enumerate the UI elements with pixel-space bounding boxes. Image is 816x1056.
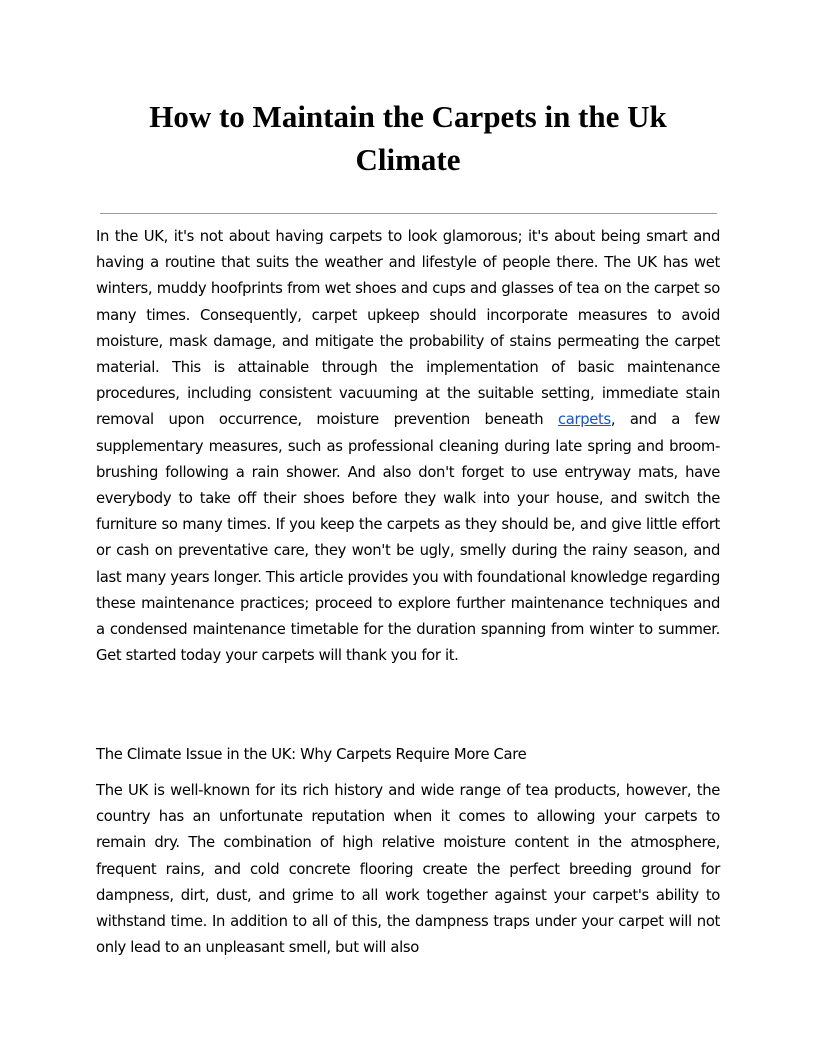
page-title: How to Maintain the Carpets in the Uk Climate (149, 99, 667, 177)
intro-text-before-link: In the UK, it's not about having carpets to look glamorous; it's about being smart and having a routine that suits the weather and lifestyle of people there. The UK has wet winters, muddy hoofprints from wet shoes and cups and glasses of tea on the carpet so many times. Consequently, carpet upkeep should incorporate measures to avoid moisture, mask damage, and mitigate the probability of stains permeating the carpet material. This is attainable through the implementation of basic maintenance procedures, including consistent vacuuming at the suitable setting, immediate stain removal upon occurrence, moisture prevention beneath (96, 228, 720, 429)
section-paragraph: The UK is well-known for its rich history and wide range of tea products, however, the country has an unfortunate reputation when it comes to allowing your carpets to remain dry. The combination of high relative moisture content in the atmosphere, frequent rains, and cold concrete flooring create the perfect breeding ground for dampness, dirt, dust, and grime to all work together against your carpet's ability to withstand time. In addition to all of this, the dampness traps under your carpet will not only lead to an unpleasant smell, but will also (96, 782, 720, 957)
title-divider (100, 213, 717, 214)
carpets-link[interactable]: carpets (557, 411, 611, 429)
section-heading: The Climate Issue in the UK: Why Carpets Require More Care (96, 746, 527, 763)
intro-paragraph (96, 224, 720, 669)
intro-text-after-link: , and a few supplementary measures, such as professional cleaning during late spring and broom-brushing following a rain shower. And also don't forget to use entryway mats, have everybody to take off their shoes before they walk into your house, and switch the furniture so many times. If you keep the carpets as they should be, and give little effort or cash on preventative care, they won't be ugly, smelly during the rainy season, and last many years longer. This article provides you with foundational knowledge regarding these maintenance practices; proceed to explore further maintenance techniques and a condensed maintenance timetable for the duration spanning from winter to summer. Get started today your carpets will thank you for it. (96, 411, 720, 665)
